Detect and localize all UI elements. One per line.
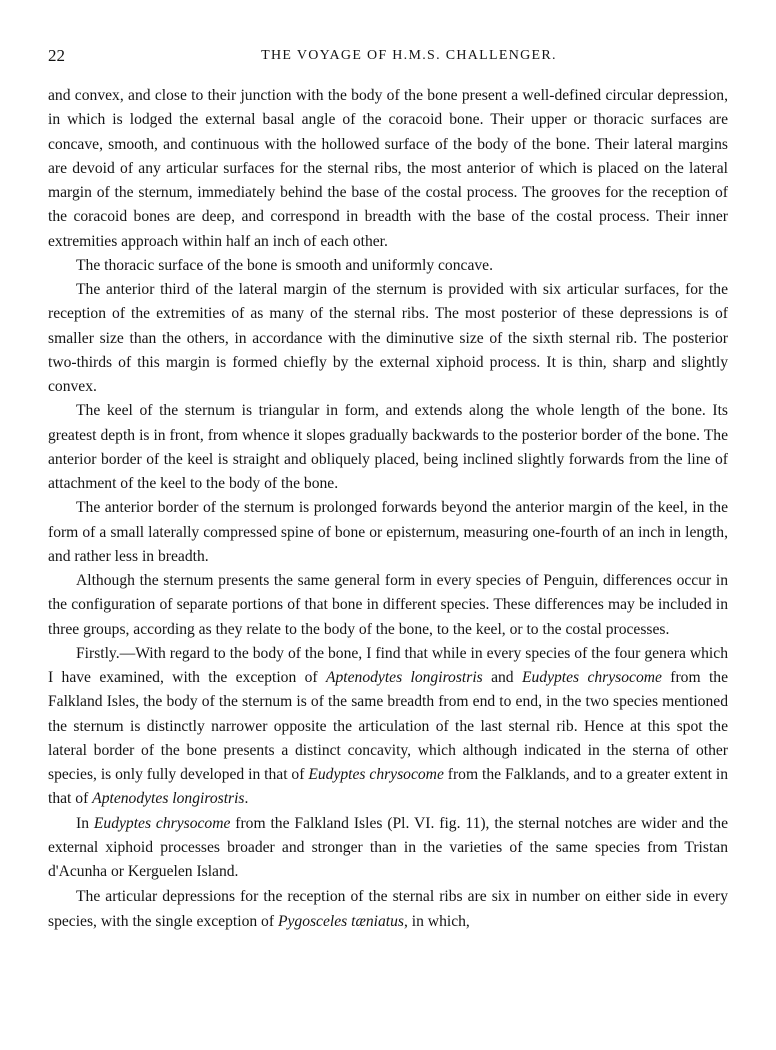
paragraph-2: The thoracic surface of the bone is smooth and uniformly concave.	[76, 256, 493, 274]
paragraph-4: The keel of the sternum is triangular in form, and extends along the whole length of the bone. Its greatest depth is in front, from whence it slopes gradually backwards to the posterior border of the bone. The anterior border of the keel is straight and obliquely placed, being inclined slightly forwards from the line of attachment of the keel to the body of the bone.	[48, 402, 728, 492]
paragraph-7	[48, 642, 728, 812]
paragraph-8	[48, 812, 728, 885]
species-name: Aptenodytes longirostris	[325, 669, 483, 686]
species-name: Eudyptes chrysocome	[93, 814, 231, 832]
paragraph-7-text-g: from the Falklands, and to a greater extent in that of	[48, 766, 728, 808]
body-text	[48, 84, 728, 934]
page-header	[48, 46, 730, 70]
paragraph-7-text-e: from the Falkland Isles, the body of the sternum is of the same breadth from end to end, in the two species mentioned the sternum is distinctly narrower opposite the articulation of the last sternal rib. Hence at this spot the lateral border of the bone presents a distinct concavity, which although indicated in the sterna of other species, is only fully developed in that of	[48, 669, 728, 783]
paragraph-7-text-a: Firstly.—With regard to the body of the bone, I find that while in every species of the four genera which I have examined, with the exception of	[48, 644, 728, 686]
paragraph-5: The anterior border of the sternum is prolonged forwards beyond the anterior margin of the keel, in the form of a small laterally compressed spine of bone or episternum, measuring one-fourth of an inch in length, and rather less in breadth.	[48, 499, 728, 565]
page-number: 22	[48, 46, 65, 65]
paragraph-6: Although the sternum presents the same general form in every species of Penguin, differences occur in the configuration of separate portions of that bone in different species. These differences may be included in three groups, according as they relate to the body of the bone, to the keel, or to the costal processes.	[48, 572, 728, 638]
paragraph-9	[48, 885, 728, 934]
running-title: THE VOYAGE OF H.M.S. CHALLENGER.	[261, 48, 557, 63]
species-name: Aptenodytes longirostris	[92, 790, 245, 808]
paragraph-8-text-c: from the Falkland Isles (Pl. VI. fig. 11), the sternal notches are wider and the external xiphoid processes broader and stronger than in the varieties of the same species from Tristan d'Acunha or Kerguelen Island.	[48, 814, 728, 880]
paragraph-3: The anterior third of the lateral margin of the sternum is provided with six articular surfaces, for the reception of the extremities of as many of the sternal ribs. The most posterior of these depressions is of smaller size than the others, in accordance with the diminutive size of the sixth sternal rib. The posterior two-thirds of this margin is formed chiefly by the external xiphoid process. It is thin, sharp and slightly convex.	[48, 281, 728, 395]
species-name: Pygosceles tæniatus	[277, 912, 404, 930]
paragraph-9-text-c: , in which,	[403, 912, 470, 930]
paragraph-8-text-a: In	[76, 814, 94, 832]
paragraph-9-text-a: The articular depressions for the reception of the sternal ribs are six in number on either side in every species, with the single exception of	[48, 888, 728, 930]
paragraph-7-text-i: .	[244, 790, 249, 808]
species-name: Eudyptes chrysocome	[308, 766, 444, 783]
species-name: Eudyptes chrysocome	[521, 669, 662, 686]
paragraph-7-text-c: and	[482, 669, 522, 686]
paragraph-1: and convex, and close to their junction with the body of the bone present a well-defined circular depression, in which is lodged the external basal angle of the coracoid bone. Their upper or thoracic surfaces are concave, smooth, and continuous with the hollowed surface of the body of the bone. Their lateral margins are devoid of any articular surfaces for the sternal ribs, the most anterior of which is placed on the lateral margin of the sternum, immediately behind the base of the costal process. The grooves for the reception of the coracoid bones are deep, and correspond in breadth with the base of the costal process. Their inner extremities approach within half an inch of each other.	[48, 87, 728, 250]
